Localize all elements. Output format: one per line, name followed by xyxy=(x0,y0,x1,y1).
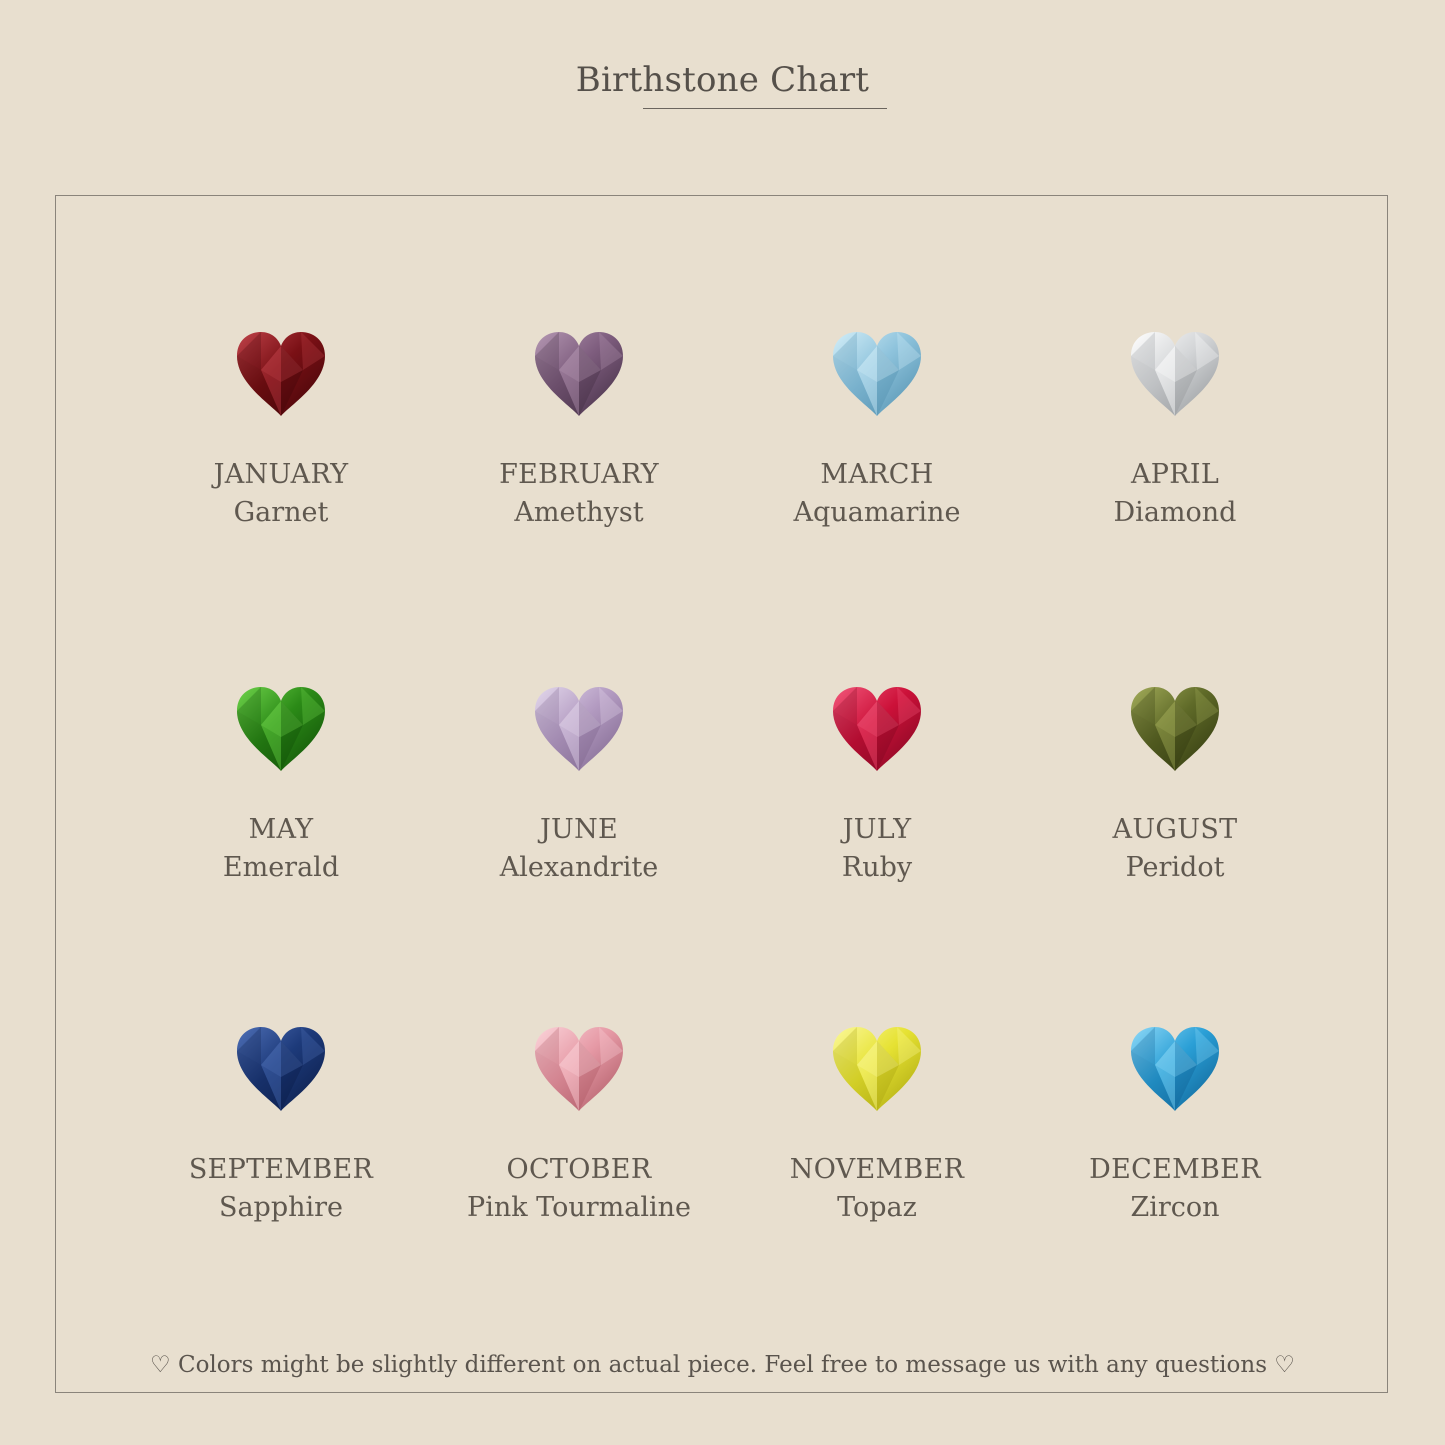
heart-gem-icon xyxy=(233,330,329,420)
stone-name: Alexandrite xyxy=(499,852,659,883)
month-label: OCTOBER xyxy=(506,1154,652,1185)
month-label: APRIL xyxy=(1130,459,1220,490)
heart-gem-icon xyxy=(829,1025,925,1115)
month-label: AUGUST xyxy=(1112,814,1238,845)
month-label: JULY xyxy=(842,814,912,845)
birthstone-item xyxy=(141,330,421,532)
birthstone-item xyxy=(439,330,719,532)
heart-gem-icon xyxy=(829,330,925,420)
month-label: MAY xyxy=(248,814,314,845)
birthstone-item xyxy=(141,1025,421,1227)
birthstone-item xyxy=(1035,1025,1315,1227)
page-title: Birthstone Chart xyxy=(575,60,870,100)
month-label: MARCH xyxy=(820,459,934,490)
month-label: JANUARY xyxy=(213,459,349,490)
birthstone-item xyxy=(439,685,719,887)
disclaimer-note: ♡ Colors might be slightly different on actual piece. Feel free to message us with any questions ♡ xyxy=(150,1352,1295,1378)
heart-gem-icon xyxy=(1127,685,1223,775)
title-underline xyxy=(643,108,887,109)
stone-name: Aquamarine xyxy=(793,497,961,528)
birthstone-item xyxy=(1035,330,1315,532)
heart-gem-icon xyxy=(1127,330,1223,420)
birthstone-item xyxy=(1035,685,1315,887)
stone-name: Emerald xyxy=(222,852,340,883)
birthstone-item xyxy=(141,685,421,887)
heart-gem-icon xyxy=(829,685,925,775)
birthstone-item xyxy=(439,1025,719,1227)
heart-gem-icon xyxy=(1127,1025,1223,1115)
stone-name: Garnet xyxy=(233,497,329,528)
heart-gem-icon xyxy=(531,1025,627,1115)
month-label: JUNE xyxy=(539,814,619,845)
birthstone-item xyxy=(737,330,1017,532)
stone-name: Pink Tourmaline xyxy=(467,1192,691,1223)
stone-name: Topaz xyxy=(837,1192,917,1223)
birthstone-item xyxy=(737,685,1017,887)
stone-name: Diamond xyxy=(1113,497,1237,528)
birthstone-item xyxy=(737,1025,1017,1227)
month-label: FEBRUARY xyxy=(499,459,659,490)
stone-name: Ruby xyxy=(841,852,913,883)
stone-name: Peridot xyxy=(1125,852,1225,883)
stone-name: Amethyst xyxy=(514,497,644,528)
stone-name: Sapphire xyxy=(218,1192,344,1223)
month-label: DECEMBER xyxy=(1089,1154,1261,1185)
month-label: NOVEMBER xyxy=(789,1154,965,1185)
month-label: SEPTEMBER xyxy=(188,1154,374,1185)
heart-gem-icon xyxy=(233,1025,329,1115)
heart-gem-icon xyxy=(531,685,627,775)
heart-gem-icon xyxy=(233,685,329,775)
heart-gem-icon xyxy=(531,330,627,420)
stone-name: Zircon xyxy=(1130,1192,1220,1223)
